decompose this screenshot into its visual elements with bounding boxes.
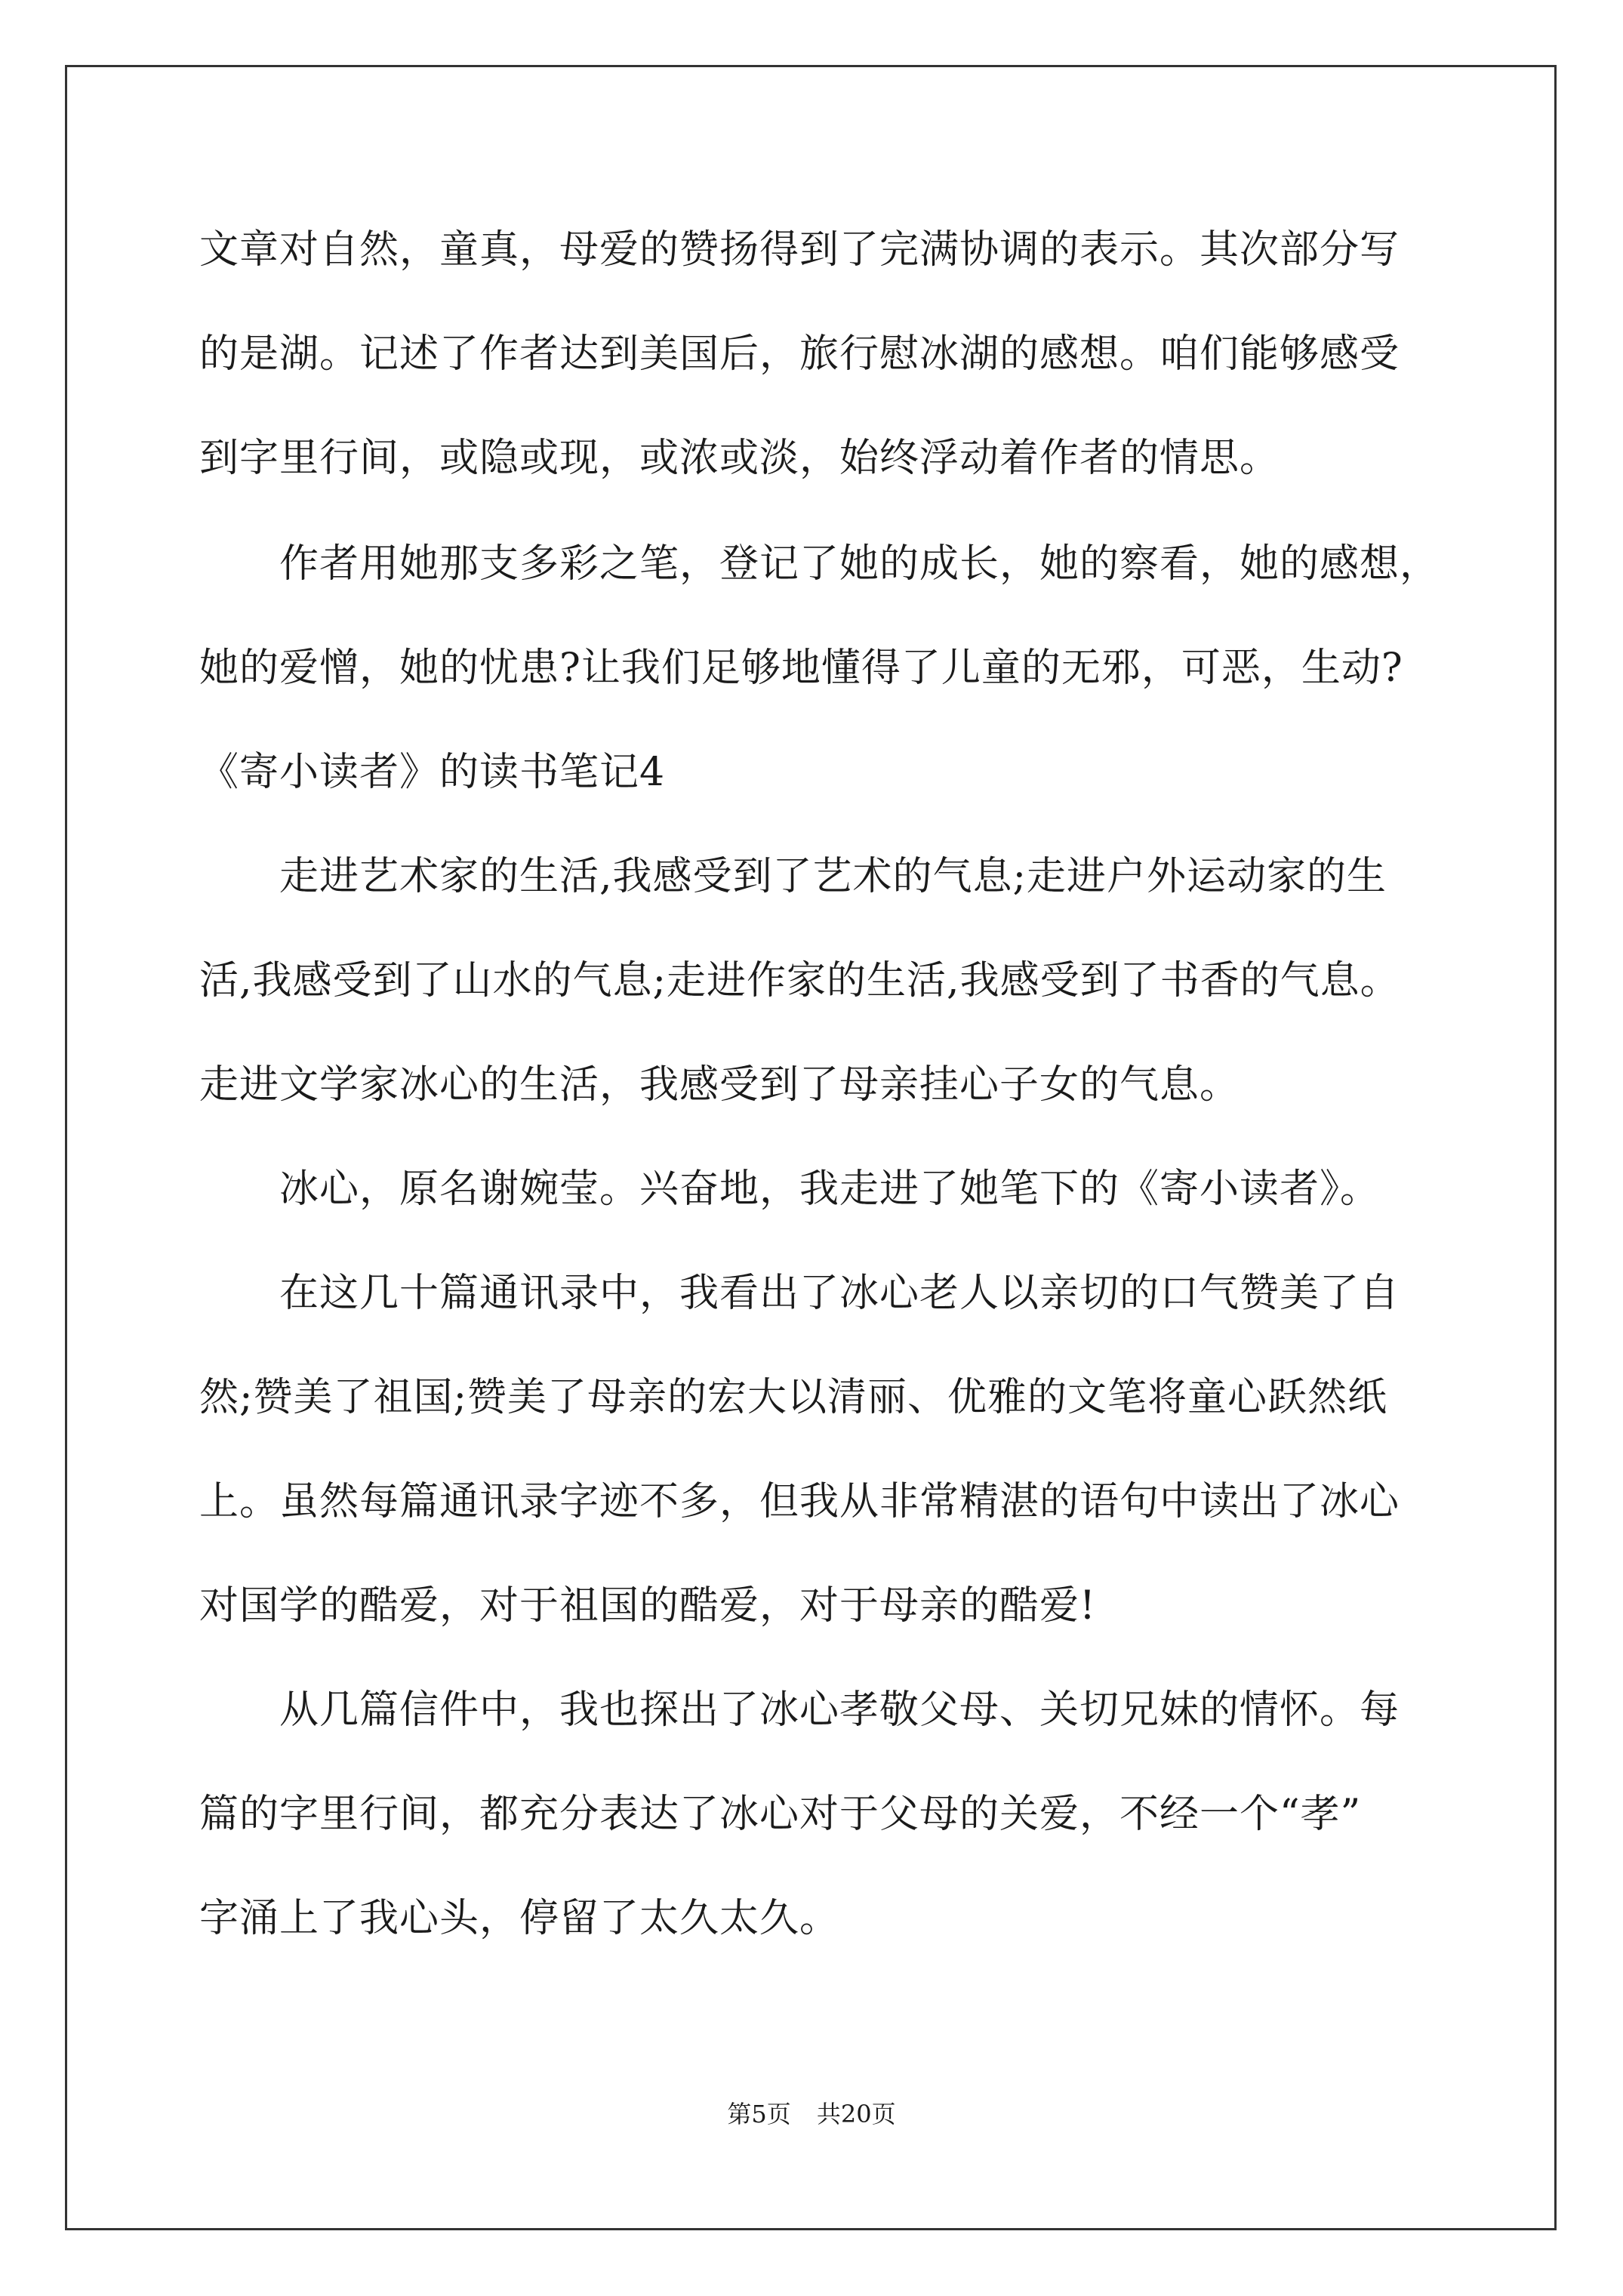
paragraph-line: 活,我感受到了山水的气息;走进作家的生活,我感受到了书香的气息。 <box>199 958 1400 1003</box>
paragraph-line: 到字里行间，或隐或现，或浓或淡，始终浮动着作者的情思。 <box>199 436 1280 481</box>
page-total: 共20页 <box>816 2100 896 2128</box>
section-heading: 《寄小读者》的读书笔记4 <box>199 750 666 795</box>
paragraph-line: 的是湖。记述了作者达到美国后，旅行慰冰湖的感想。咱们能够感受 <box>199 331 1400 377</box>
paragraph-line: 在这几十篇通讯录中，我看出了冰心老人以亲切的口气赞美了自 <box>199 1271 1400 1316</box>
paragraph-line: 对国学的酷爱，对于祖国的酷爱，对于母亲的酷爱! <box>199 1583 1096 1629</box>
paragraph-line: 冰心，原名谢婉莹。兴奋地，我走进了她笔下的《寄小读者》。 <box>199 1166 1381 1212</box>
paragraph-line: 作者用她那支多彩之笔，登记了她的成长，她的察看，她的感想， <box>199 541 1440 587</box>
paragraph-line: 上。虽然每篇通讯录字迹不多，但我从非常精湛的语句中读出了冰心 <box>199 1479 1400 1524</box>
paragraph-line: 从几篇信件中，我也探出了冰心孝敬父母、关切兄妹的情怀。每 <box>199 1687 1400 1733</box>
page-footer <box>0 2099 1623 2129</box>
page-number: 第5页 <box>727 2100 791 2128</box>
paragraph-line: 然;赞美了祖国;赞美了母亲的宏大以清丽、优雅的文笔将童心跃然纸 <box>199 1375 1388 1420</box>
paragraph-line: 文章对自然，童真，母爱的赞扬得到了完满协调的表示。其次部分写 <box>199 227 1400 273</box>
paragraph-line: 走进文学家冰心的生活，我感受到了母亲挂心子女的气息。 <box>199 1062 1240 1108</box>
paragraph-line: 字涌上了我心头，停留了太久太久。 <box>199 1896 840 1941</box>
paragraph-line: 她的爱憎，她的忧患?让我们足够地懂得了儿童的无邪，可恶，生动? <box>199 646 1403 691</box>
paragraph-line: 篇的字里行间，都充分表达了冰心对于父母的关爱，不经一个“孝” <box>199 1792 1362 1837</box>
paragraph-line: 走进艺术家的生活,我感受到了艺术的气息;走进户外运动家的生 <box>199 854 1387 899</box>
